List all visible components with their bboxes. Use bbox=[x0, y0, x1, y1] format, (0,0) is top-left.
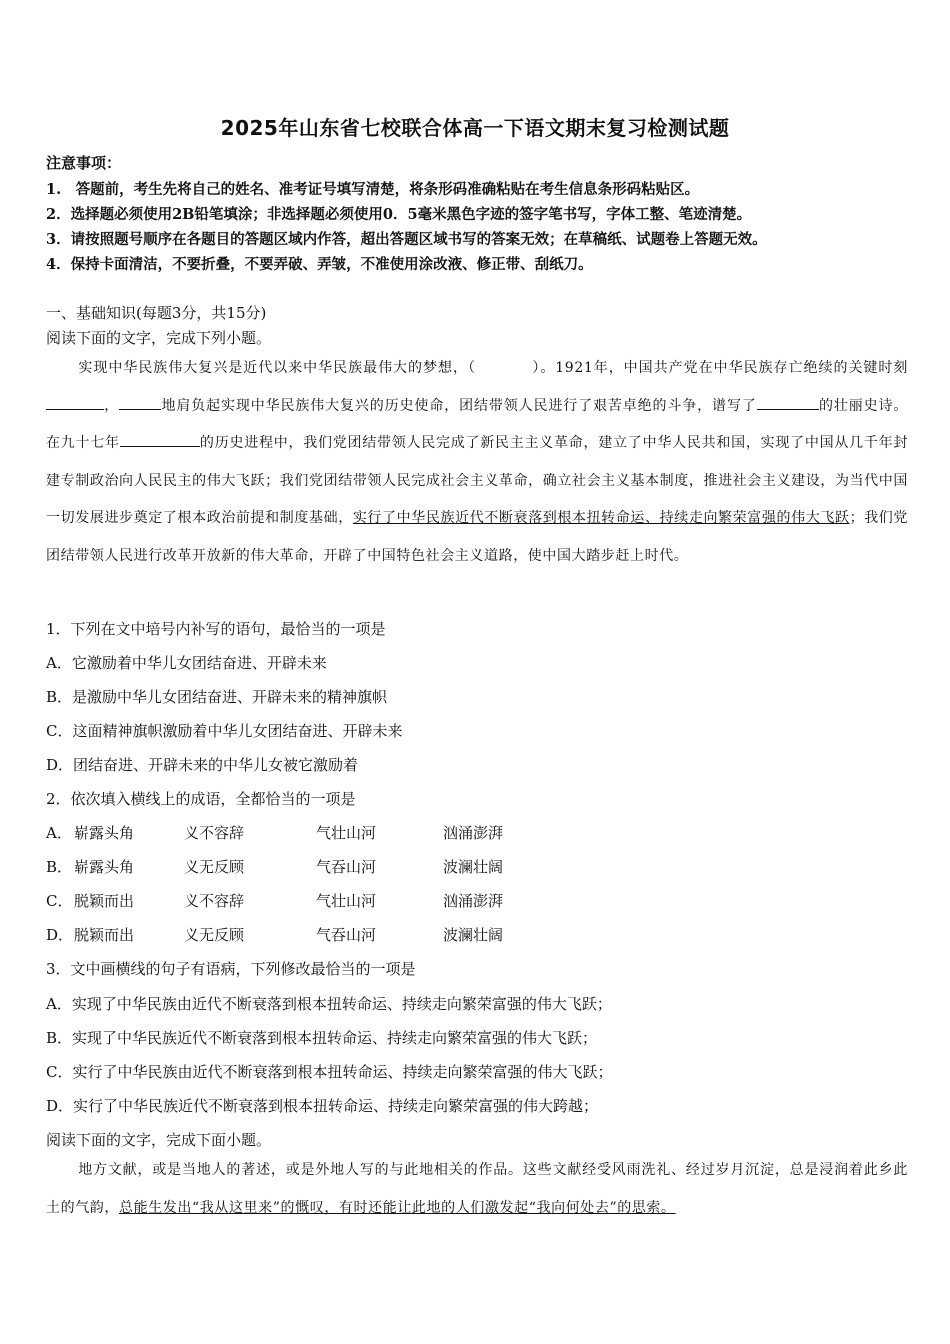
option-label: A． bbox=[46, 824, 72, 842]
option-label: C． bbox=[46, 892, 73, 910]
idiom: 义不容辞 bbox=[184, 824, 245, 842]
idiom: 气吞山河 bbox=[316, 926, 377, 944]
q3-option-c: C．实行了中华民族由近代不断衰落到根本扭转命运、持续走向繁荣富强的伟大飞跃； bbox=[46, 1063, 613, 1081]
reading-instruction-2: 阅读下面的文字，完成下面小题。 bbox=[46, 1131, 272, 1149]
idiom: 气吞山河 bbox=[316, 858, 377, 876]
idiom: 波澜壮阔 bbox=[443, 926, 504, 944]
passage-text: ， bbox=[104, 397, 120, 414]
underlined-sentence: 实行了中华民族近代不断衰落到根本扭转命运、持续走向繁荣富强的伟大飞跃 bbox=[352, 510, 850, 527]
idiom: 汹涌澎湃 bbox=[443, 892, 504, 910]
passage-text: 地肩负起实现中华民族伟大复兴的历史使命，团结带领人民进行了艰苦卓绝的斗争，谱写了 bbox=[161, 397, 757, 414]
notice-item: 3．请按照题号顺序在各题目的答题区域内作答，超出答题区域书写的答案无效；在草稿纸、试题卷上答题无效。 bbox=[46, 231, 767, 248]
passage-text: 实现中华民族伟大复兴是近代以来中华民族最伟大的梦想，（ bbox=[78, 360, 476, 376]
idiom: 义无反顾 bbox=[184, 858, 245, 876]
exam-title: 2025年山东省七校联合体高一下语文期末复习检测试题 bbox=[220, 116, 730, 140]
reading-passage bbox=[46, 350, 908, 576]
option-label: B． bbox=[46, 858, 73, 876]
idiom: 义不容辞 bbox=[184, 892, 245, 910]
option-label: D． bbox=[46, 926, 74, 944]
passage-text: 地方文献，或是当地人的著述，或是外地人写的与此地相关的作品。这些文献经受风雨洗礼、经过岁月沉淀，总是浸润着此乡此土的气韵， bbox=[46, 1162, 908, 1216]
idiom: 脱颖而出 bbox=[74, 892, 135, 910]
passage-text: ）。1921年，中国共产党在中华民族存亡绝续的关键时刻 bbox=[531, 360, 908, 376]
reading-passage-2 bbox=[46, 1152, 908, 1227]
q1-option-b: B．是激励中华儿女团结奋进、开辟未来的精神旗帜 bbox=[46, 688, 388, 706]
idiom: 脱颖而出 bbox=[74, 926, 135, 944]
q1-option-d: D．团结奋进、开辟未来的中华儿女被它激励着 bbox=[46, 756, 359, 774]
idiom: 义无反顾 bbox=[184, 926, 245, 944]
passage-text: 的历史进程中，我们党团结带领人民完成了新民主主义革命，建立了中华人民共和国，实现了中国从几千年封建专制政治向人民民主的伟大飞跃；我们党团结带领人民完成社会主义革命，确立社会主义基本制度，推进社会主义建设，为当代中国一切发展进步奠定了根本政治前提和制度基础， bbox=[46, 435, 909, 527]
fill-blank-3 bbox=[757, 395, 819, 410]
idiom: 气壮山河 bbox=[316, 892, 377, 910]
q1-option-c: C．这面精神旗帜激励着中华儿女团结奋进、开辟未来 bbox=[46, 722, 403, 740]
q1-option-a: A．它激励着中华儿女团结奋进、开辟未来 bbox=[46, 654, 327, 672]
notice-item: 1. 答题前，考生先将自己的姓名、准考证号填写清楚，将条形码准确粘贴在考生信息条形码粘贴区。 bbox=[46, 181, 700, 198]
q3-option-b: B．实现了中华民族近代不断衰落到根本扭转命运、持续走向繁荣富强的伟大飞跃； bbox=[46, 1029, 598, 1047]
q3-option-d: D．实行了中华民族近代不断衰落到根本扭转命运、持续走向繁荣富强的伟大跨越； bbox=[46, 1097, 599, 1115]
idiom: 崭露头角 bbox=[74, 858, 135, 876]
passage-text: ；我们党团结带领人民进行改革开放新的伟大革命，开辟了中国特色社会主义道路，使中国大踏步赶上时代。 bbox=[46, 510, 908, 564]
passage-text: 的壮丽史诗。在九十七年 bbox=[46, 397, 908, 452]
fill-blank-4 bbox=[120, 432, 200, 447]
fill-blank-2 bbox=[119, 395, 161, 410]
q3-option-a: A．实现了中华民族由近代不断衰落到根本扭转命运、持续走向繁荣富强的伟大飞跃； bbox=[46, 995, 612, 1013]
idiom: 波澜壮阔 bbox=[443, 858, 504, 876]
notice-item: 2．选择题必须使用2B铅笔填涂；非选择题必须使用0．5毫米黑色字迹的签字笔书写，字体工整、笔迹清楚。 bbox=[46, 206, 752, 223]
underlined-sentence: 总能生发出“我从这里来”的慨叹，有时还能让此地的人们激发起“我向何处去”的思索。 bbox=[119, 1199, 676, 1216]
fill-blank-1 bbox=[46, 395, 104, 410]
notice-item: 4．保持卡面清洁，不要折叠，不要弄破、弄皱，不准使用涂改液、修正带、刮纸刀。 bbox=[46, 256, 593, 273]
question-3-stem: 3．文中画横线的句子有语病，下列修改最恰当的一项是 bbox=[46, 960, 416, 978]
question-2-stem: 2．依次填入横线上的成语，全都恰当的一项是 bbox=[46, 790, 356, 808]
idiom: 崭露头角 bbox=[74, 824, 135, 842]
reading-instruction: 阅读下面的文字，完成下列小题。 bbox=[46, 329, 272, 347]
idiom: 气壮山河 bbox=[316, 824, 377, 842]
section-heading: 一、基础知识(每题3分，共15分) bbox=[46, 304, 267, 322]
notice-heading: 注意事项： bbox=[46, 154, 122, 172]
question-1-stem: 1．下列在文中培号内补写的语句，最恰当的一项是 bbox=[46, 620, 386, 638]
idiom: 汹涌澎湃 bbox=[443, 824, 504, 842]
